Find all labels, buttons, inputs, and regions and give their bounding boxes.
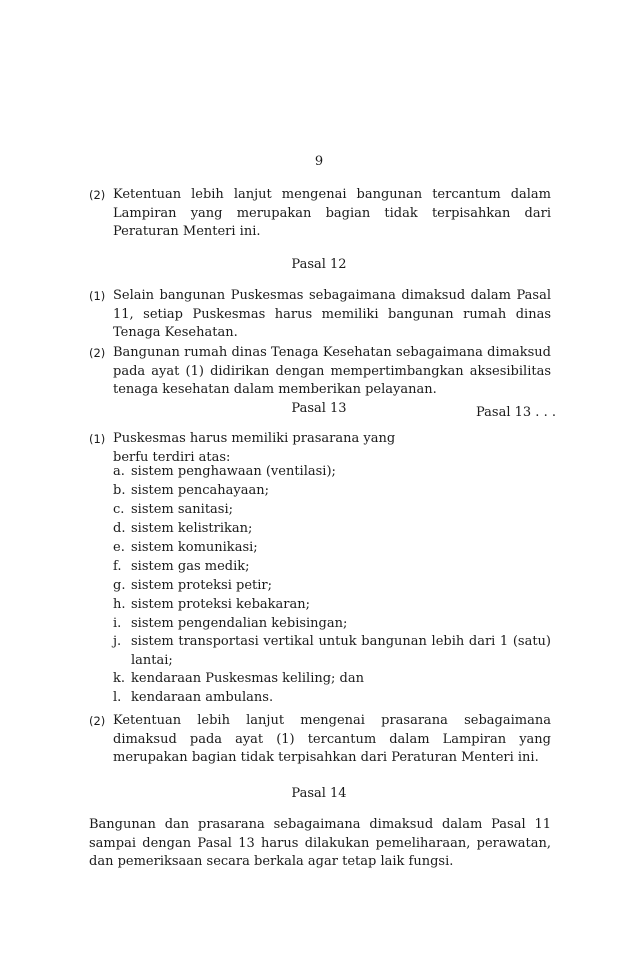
pasal12-item-2	[89, 344, 551, 400]
subitem	[113, 520, 551, 539]
pasal13-heading: Pasal 13	[291, 401, 347, 416]
subitem	[113, 463, 551, 482]
subitem-letter: c.	[113, 502, 125, 517]
subitem-letter: h.	[113, 597, 126, 612]
subitem	[113, 596, 551, 615]
subitem-text: sistem pengendalian kebisingan;	[131, 616, 348, 631]
subitem-letter: e.	[113, 540, 125, 555]
subitem	[113, 577, 551, 596]
subitem-letter: b.	[113, 483, 126, 498]
subitem	[113, 501, 551, 520]
subitem	[113, 670, 551, 689]
subitem-letter: j.	[113, 634, 122, 649]
subitem	[113, 633, 551, 670]
subitem-text: sistem transportasi vertikal untuk bangunan lebih dari 1 (satu) lantai;	[131, 634, 551, 668]
subitem-text: kendaraan ambulans.	[131, 690, 274, 705]
subitem-letter: k.	[113, 671, 126, 686]
item-number: (2)	[89, 714, 106, 728]
pasal12-heading: Pasal 12	[291, 257, 347, 272]
item-text: Bangunan rumah dinas Tenaga Kesehatan sebagaimana dimaksud pada ayat (1) didirikan dengan mempertimbangkan aksesibilitas tenaga kesehatan dalam memberikan pelayanan.	[113, 345, 551, 398]
subitem-letter: d.	[113, 521, 126, 536]
subitem-letter: l.	[113, 690, 122, 705]
pasal13-item-2	[89, 712, 551, 768]
subitem	[113, 615, 551, 634]
subitem-text: sistem pencahayaan;	[131, 483, 270, 498]
subitem-text: sistem komunikasi;	[131, 540, 258, 555]
subitem-text: sistem penghawaan (ventilasi);	[131, 464, 336, 479]
subitem	[113, 689, 551, 708]
pasal13-item-1	[89, 430, 551, 467]
subitem	[113, 539, 551, 558]
subitem-text: sistem proteksi petir;	[131, 578, 272, 593]
pasal14-heading: Pasal 14	[291, 786, 347, 801]
subitem-letter: g.	[113, 578, 126, 593]
item-text: Ketentuan lebih lanjut mengenai bangunan tercantum dalam Lampiran yang merupakan bagian tidak terpisahkan dari Peraturan Menteri ini.	[113, 187, 551, 240]
subitem-text: sistem sanitasi;	[131, 502, 234, 517]
catchword: Pasal 13 . . .	[476, 405, 556, 420]
subitem-letter: i.	[113, 616, 122, 631]
pasal12-item-1	[89, 287, 551, 343]
subitem-text: sistem kelistrikan;	[131, 521, 253, 536]
subitem-letter: a.	[113, 464, 125, 479]
subitem-text: sistem gas medik;	[131, 559, 250, 574]
item-text: Ketentuan lebih lanjut mengenai prasarana sebagaimana dimaksud pada ayat (1) tercantum dalam Lampiran yang merupakan bagian tidak terpisahkan dari Peraturan Menteri ini.	[113, 713, 551, 766]
pasal14-paragraph: Bangunan dan prasarana sebagaimana dimaksud dalam Pasal 11 sampai dengan Pasal 13 harus dilakukan pemeliharaan, perawatan, dan pemeriksaan secara berkala agar tetap laik fungsi.	[89, 817, 551, 870]
item-number: (1)	[89, 289, 106, 303]
subitem-text: kendaraan Puskesmas keliling; dan	[131, 671, 365, 686]
subitem-letter: f.	[113, 559, 122, 574]
item-text: Puskesmas harus memiliki prasarana yang berfu terdiri atas:	[113, 431, 396, 465]
subitem-text: sistem proteksi kebakaran;	[131, 597, 310, 612]
item-number: (2)	[89, 346, 106, 360]
pasal11-item-2	[89, 186, 551, 242]
item-number: (1)	[89, 432, 106, 446]
subitem	[113, 558, 551, 577]
subitem	[113, 482, 551, 501]
page-number: 9	[314, 154, 324, 169]
item-text: Selain bangunan Puskesmas sebagaimana dimaksud dalam Pasal 11, setiap Puskesmas harus memiliki bangunan rumah dinas Tenaga Kesehatan.	[113, 288, 551, 341]
item-number: (2)	[89, 188, 106, 202]
